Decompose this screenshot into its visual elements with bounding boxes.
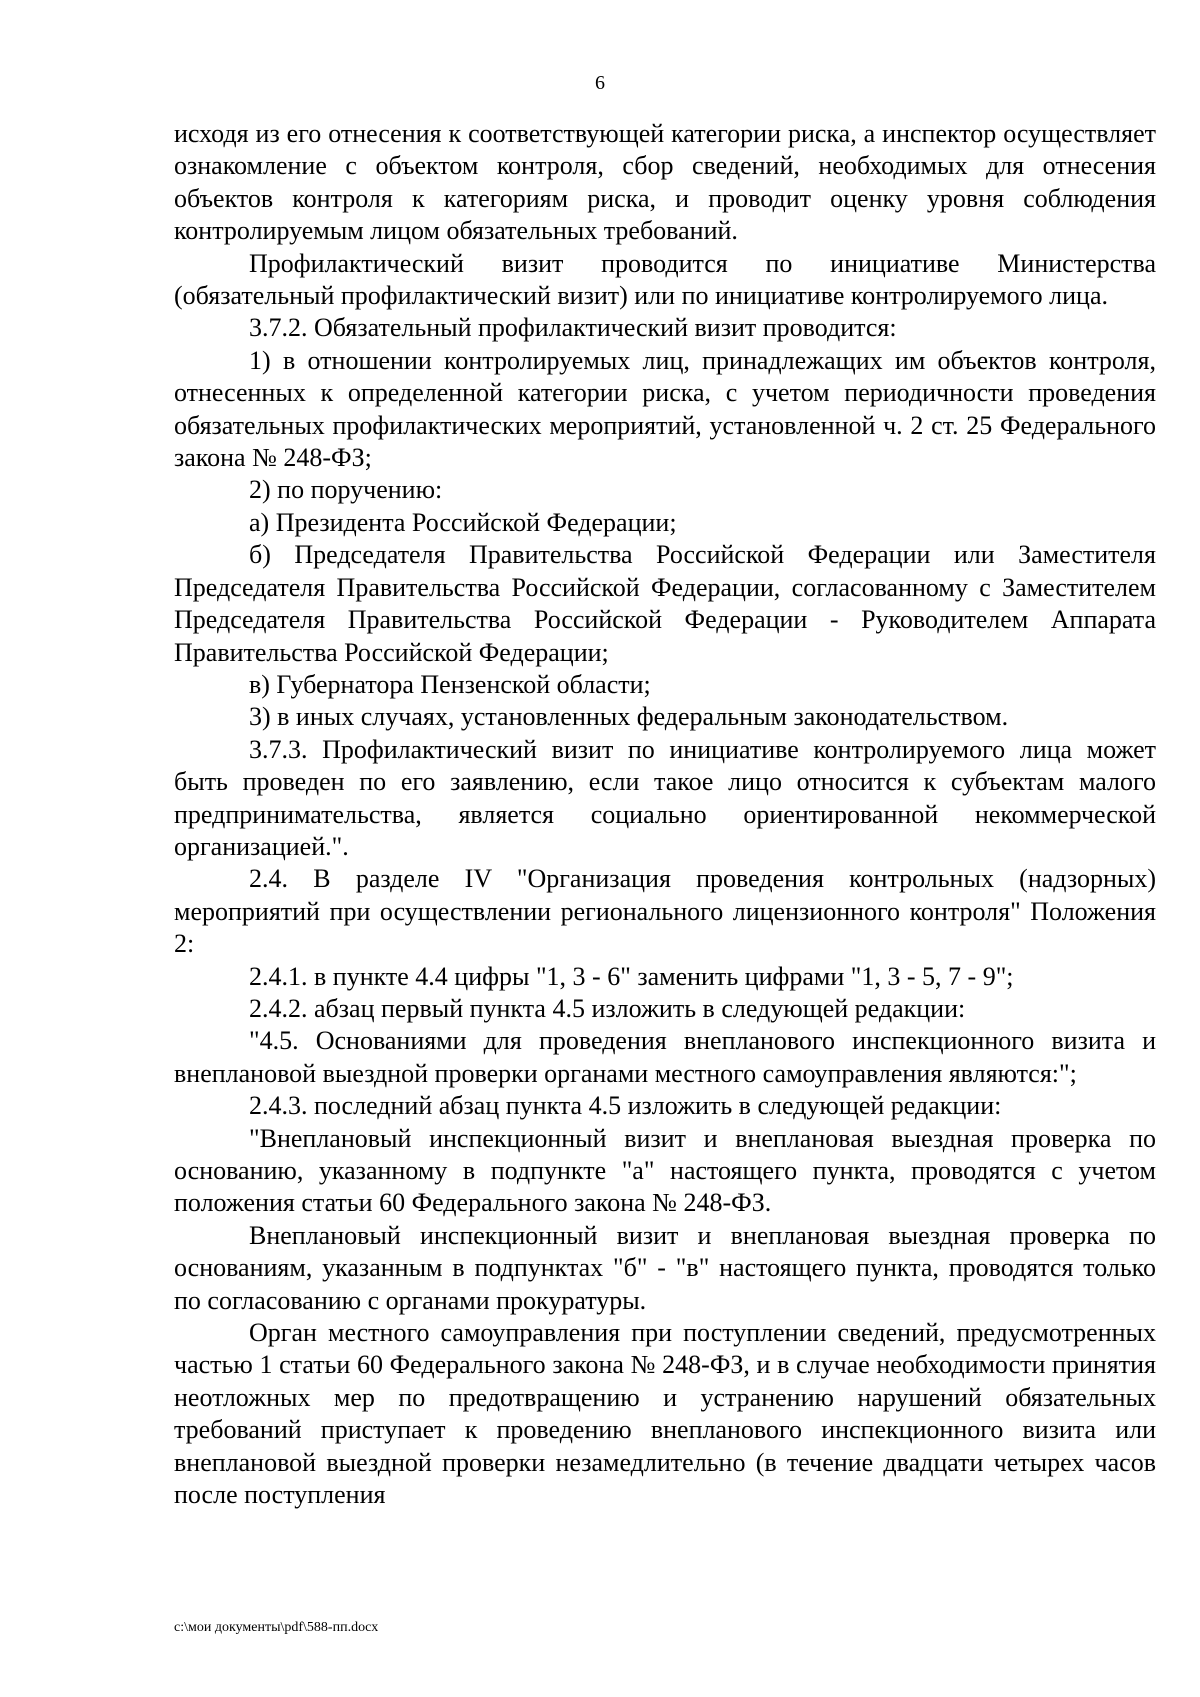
paragraph: 2.4.3. последний абзац пункта 4.5 изложить в следующей редакции: <box>249 1091 1002 1121</box>
paragraph: б) Председателя Правительства Российской Федерации или Заместителя Председателя Правительства Российской Федерации, согласованному с Заместителем Председателя Правительства Российской Федерации - Руководителем Аппарата Правительства Российской Федерации; <box>174 540 1156 667</box>
paragraph: 2.4. В разделе IV "Организация проведения контрольных (надзорных) мероприятий при осуществлении регионального лицензионного контроля" Положения 2: <box>174 864 1156 959</box>
paragraph: Орган местного самоуправления при поступлении сведений, предусмотренных частью 1 статьи 60 Федерального закона № 248-ФЗ, и в случае необходимости принятия неотложных мер по предотвращению и устранению нарушений обязательных требований приступает к проведению внепланового инспекционного визита или внеплановой выездной проверки незамедлительно (в течение двадцати четырех часов после поступления <box>174 1318 1156 1510</box>
footer-file-path: c:\мои документы\pdf\588-пп.docx <box>174 1620 379 1635</box>
paragraph: Профилактический визит проводится по инициативе Министерства (обязательный профилактический визит) или по инициативе контролируемого лица. <box>174 248 1156 311</box>
document-body <box>174 118 1156 1511</box>
paragraph: исходя из его отнесения к соответствующей категории риска, а инспектор осуществляет ознакомление с объектом контроля, сбор сведений, необходимых для отнесения объектов контроля к категориям риска, и проводит оценку уровня соблюдения контролируемым лицом обязательных требований. <box>174 119 1156 246</box>
paragraph: "Внеплановый инспекционный визит и внеплановая выездная проверка по основанию, указанному в подпункте "а" настоящего пункта, проводятся с учетом положения статьи 60 Федерального закона № 248-ФЗ. <box>174 1123 1156 1218</box>
paragraph: 2.4.1. в пункте 4.4 цифры "1, 3 - 6" заменить цифрами "1, 3 - 5, 7 - 9"; <box>249 961 1014 991</box>
paragraph: 3) в иных случаях, установленных федеральным законодательством. <box>249 702 1009 732</box>
paragraph: Внеплановый инспекционный визит и внеплановая выездная проверка по основаниям, указанным в подпунктах "б" - "в" настоящего пункта, проводятся только по согласованию с органами прокуратуры. <box>174 1220 1156 1315</box>
paragraph: 2) по поручению: <box>249 475 443 505</box>
paragraph: а) Президента Российской Федерации; <box>249 507 677 537</box>
paragraph: 3.7.3. Профилактический визит по инициативе контролируемого лица может быть проведен по его заявлению, если такое лицо относится к субъектам малого предпринимательства, является социально ориентированной некоммерческой организацией.". <box>174 734 1156 861</box>
paragraph: 2.4.2. абзац первый пункта 4.5 изложить в следующей редакции: <box>249 993 966 1023</box>
paragraph: в) Губернатора Пензенской области; <box>249 669 651 699</box>
paragraph: 1) в отношении контролируемых лиц, принадлежащих им объектов контроля, отнесенных к определенной категории риска, с учетом периодичности проведения обязательных профилактических мероприятий, установленной ч. 2 ст. 25 Федерального закона № 248-ФЗ; <box>174 345 1156 473</box>
paragraph: "4.5. Основаниями для проведения внепланового инспекционного визита и внеплановой выездной проверки органами местного самоуправления являются:"; <box>174 1026 1156 1088</box>
page-number: 6 <box>595 72 605 94</box>
paragraph: 3.7.2. Обязательный профилактический визит проводится: <box>249 313 897 343</box>
